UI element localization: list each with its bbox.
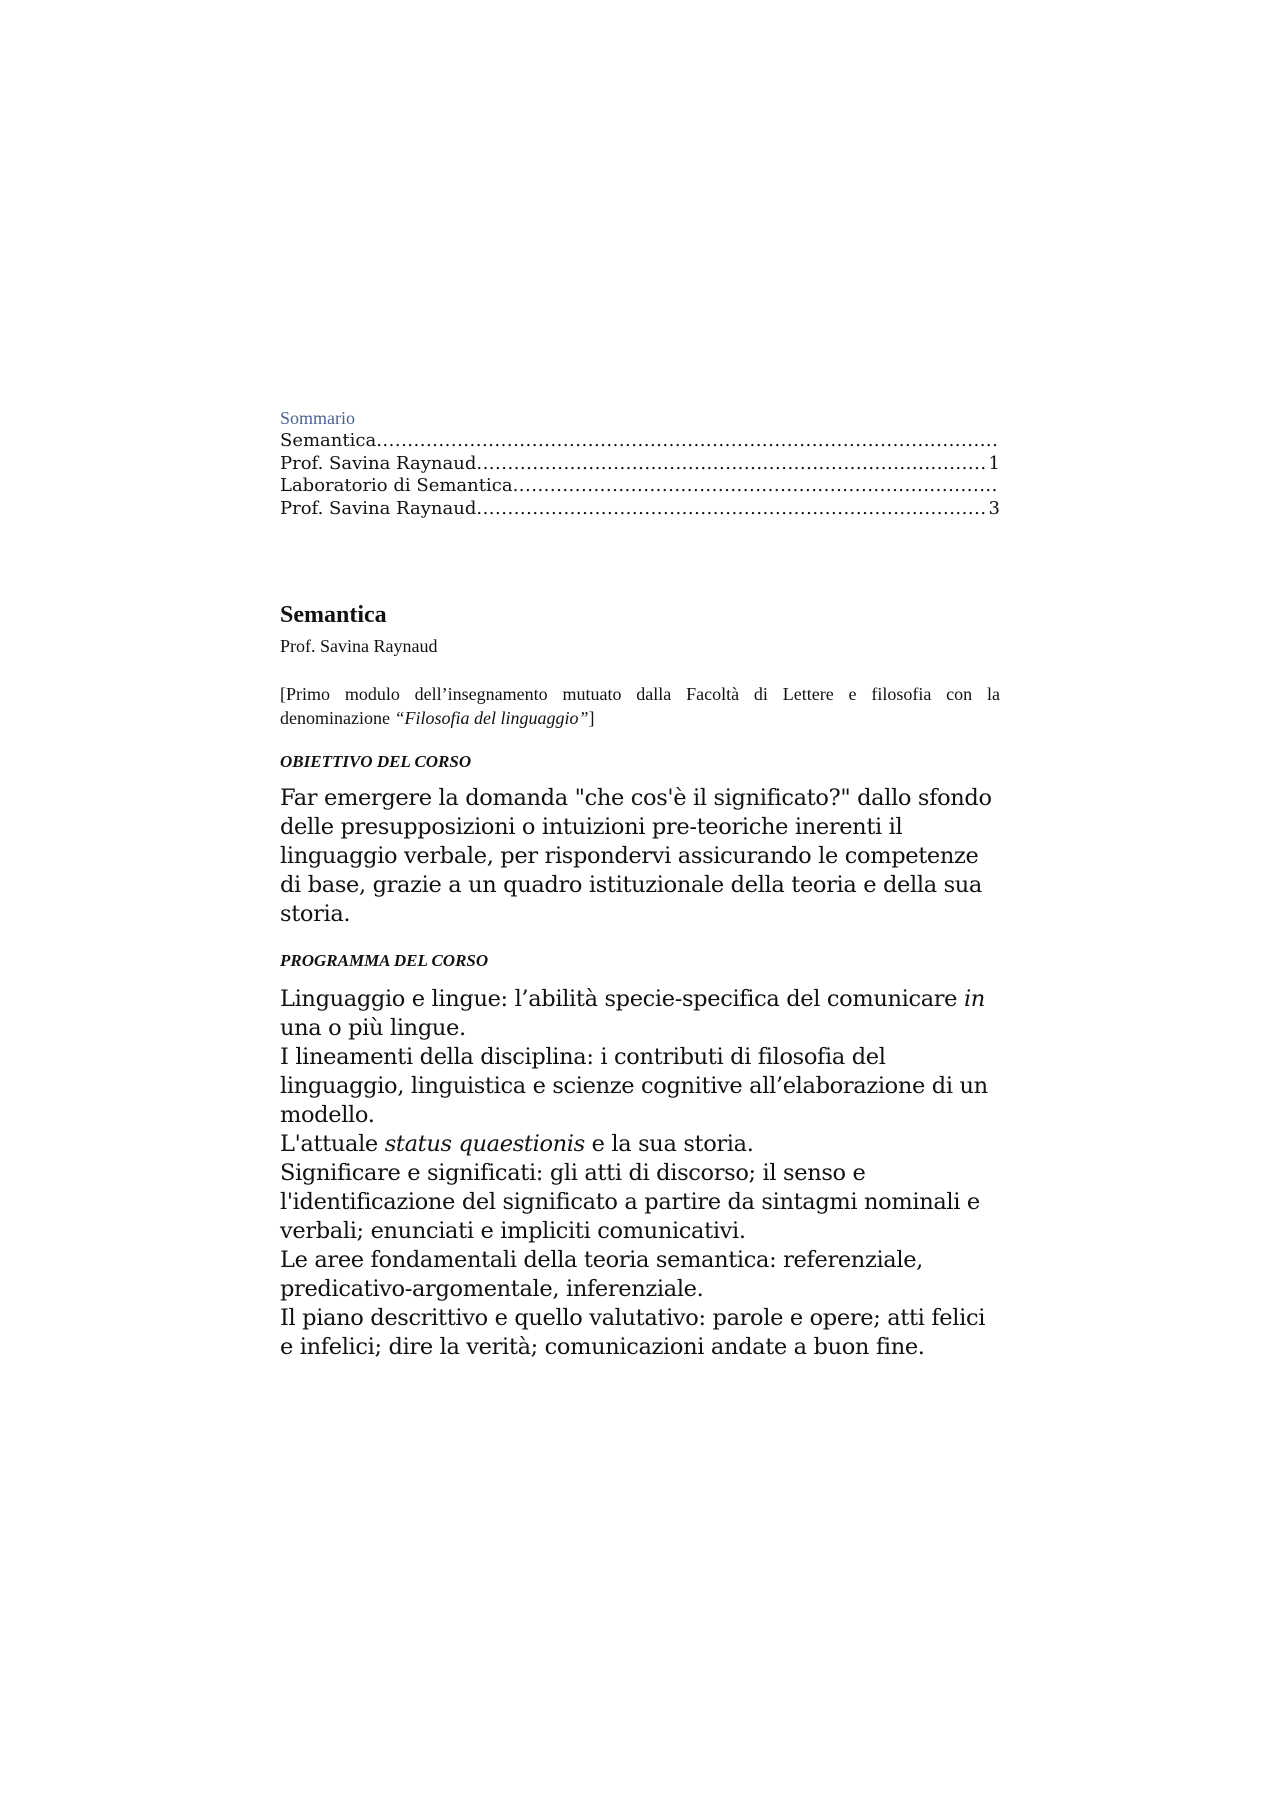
- program-paragraph: Significare e significati: gli atti di discorso; il senso e l'identificazione del significato a partire da sintagmi nominali e verbali; enunciati e impliciti comunicativi.: [280, 1160, 980, 1244]
- toc-leader-dots: [476, 498, 986, 521]
- toc-entry-label: Prof. Savina Raynaud: [280, 497, 477, 519]
- toc-entry-label: Prof. Savina Raynaud: [280, 452, 477, 474]
- program-text-run: L'attuale: [280, 1131, 385, 1157]
- note-suffix: ]: [588, 708, 595, 728]
- toc-entry[interactable]: [280, 475, 1000, 498]
- toc-leader-dots: [513, 475, 998, 498]
- program-paragraph: [280, 1130, 1000, 1159]
- course-section: [280, 598, 1000, 1362]
- note-prefix: [Primo modulo dell’insegnamento mutuato dalla Facoltà di Lettere e filosofia con la denominazione: [280, 684, 1000, 728]
- toc-entry-page: 1: [988, 452, 1000, 474]
- toc-entry[interactable]: [280, 498, 1000, 521]
- toc-entry[interactable]: [280, 430, 1000, 453]
- program-text: [280, 985, 1000, 1362]
- program-heading: PROGRAMMA DEL CORSO: [280, 951, 489, 970]
- toc-entry-page: 3: [988, 497, 1000, 519]
- objective-text: Far emergere la domanda "che cos'è il significato?" dallo sfondo delle presupposizioni o intuizioni pre-teoriche inerenti il linguaggio verbale, per rispondervi assicurando le competenze di base, grazie a un quadro istituzionale della teoria e della sua storia.: [280, 785, 992, 927]
- toc-title: Sommario: [280, 408, 355, 428]
- program-paragraph: Le aree fondamentali della teoria semantica: referenziale, predicativo-argomentale, inferenziale.: [280, 1247, 923, 1302]
- program-italic-run: status quaestionis: [384, 1131, 585, 1157]
- section-note: [280, 682, 1000, 730]
- note-italic: “Filosofia del linguaggio”: [394, 708, 589, 728]
- toc-leader-dots: [476, 453, 986, 476]
- program-paragraph: I lineamenti della disciplina: i contributi di filosofia del linguaggio, linguistica e scienze cognitive all’elaborazione di un modello.: [280, 1044, 988, 1128]
- program-italic-run: in: [963, 986, 985, 1012]
- toc-entry[interactable]: [280, 453, 1000, 476]
- program-paragraph: Il piano descrittivo e quello valutativo: parole e opere; atti felici e infelici; dire la verità; comunicazioni andate a buon fine.: [280, 1305, 986, 1360]
- program-text-run: una o più lingue.: [280, 1015, 466, 1041]
- toc-leader-dots: [376, 430, 998, 453]
- table-of-contents: [280, 406, 1000, 520]
- program-text-run: e la sua storia.: [584, 1131, 754, 1157]
- section-title: Semantica: [280, 602, 387, 628]
- objective-heading: OBIETTIVO DEL CORSO: [280, 752, 472, 771]
- program-paragraph: [280, 985, 1000, 1043]
- toc-entry-label: Semantica: [280, 430, 377, 451]
- toc-entry-label: Laboratorio di Semantica: [280, 475, 513, 496]
- section-author: Prof. Savina Raynaud: [280, 636, 438, 656]
- program-text-run: Linguaggio e lingue: l’abilità specie-specifica del comunicare: [280, 986, 964, 1012]
